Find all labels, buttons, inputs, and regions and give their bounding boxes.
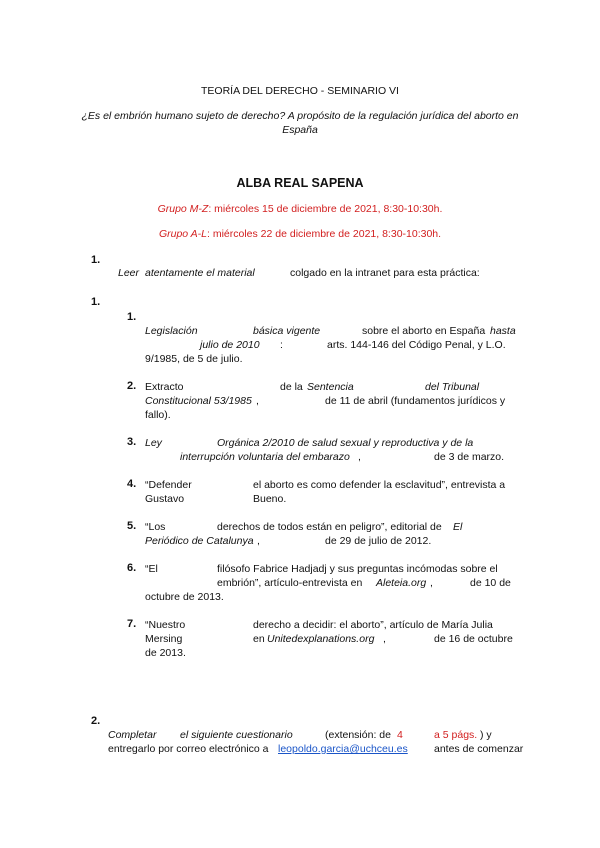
material-item-3-text: de 3 de marzo. xyxy=(434,451,505,463)
email-link[interactable]: leopoldo.garcia@uchceu.es xyxy=(278,743,408,755)
step-2-extension-min: 4 xyxy=(397,729,403,741)
material-item-6-text: embrión”, artículo-entrevista en xyxy=(217,577,363,589)
material-item-4-text: Bueno. xyxy=(253,493,287,505)
material-item-7-text: Mersing xyxy=(145,633,183,645)
document-subtitle-line-1: ¿Es el embrión humano sujeto de derecho? A propósito de la regulación jurídica del aborto en xyxy=(81,110,519,122)
step-1-atentamente: atentamente el material xyxy=(145,267,255,279)
material-item-2-text: del Tribunal xyxy=(425,381,480,393)
material-item-number: 6. xyxy=(127,562,137,574)
step-2-extension-close: ) y xyxy=(480,729,492,741)
step-1-number: 1. xyxy=(91,254,101,266)
step-1-rest: colgado en la intranet para esta práctica: xyxy=(290,267,480,279)
material-item-number: 3. xyxy=(127,436,137,448)
material-item-6-text: filósofo Fabrice Hadjadj y sus preguntas incómodas sobre el xyxy=(217,563,498,575)
material-item-2-text: Extracto xyxy=(145,381,184,393)
material-item-3-text: interrupción voluntaria del embarazo xyxy=(180,451,350,463)
group-schedule-al xyxy=(0,228,600,240)
author-name: ALBA REAL SAPENA xyxy=(236,176,364,190)
material-item-7-text: , xyxy=(383,633,386,645)
step-2-extension: (extensión: de xyxy=(325,729,391,741)
material-item-7-text: derecho a decidir: el aborto”, artículo de María Julia xyxy=(253,619,493,631)
group-label: Grupo M-Z xyxy=(157,203,209,215)
material-item-7-text: en xyxy=(253,633,265,645)
step-2-cuestionario: el siguiente cuestionario xyxy=(180,729,293,741)
material-item-5-text: “Los xyxy=(145,521,166,533)
material-item-7-text: “Nuestro xyxy=(145,619,186,631)
step-2-number: 2. xyxy=(91,715,101,727)
group-label: Grupo A-L xyxy=(158,228,207,240)
step-2-extension-max: a 5 págs. xyxy=(434,729,478,741)
step-1-leer: Leer xyxy=(118,267,140,279)
material-item-2-text: Constitucional 53/1985 xyxy=(145,395,252,407)
step-2-deliver-tail: antes de comenzar xyxy=(434,743,524,755)
material-item-6-text: octubre de 2013. xyxy=(145,591,224,603)
material-item-1-text: 9/1985, de 5 de julio. xyxy=(145,353,243,365)
material-item-3-text: Orgánica 2/2010 de salud sexual y reproductiva y de la xyxy=(217,437,474,449)
material-item-5-text: , xyxy=(257,535,260,547)
material-item-2-text: de 11 de abril (fundamentos jurídicos y xyxy=(325,395,506,407)
material-item-2-text: , xyxy=(256,395,259,407)
material-item-number: 2. xyxy=(127,380,137,392)
material-item-7-text: de 16 de octubre xyxy=(434,633,513,645)
material-item-1-text: Legislación xyxy=(145,325,198,337)
group-schedule-mz xyxy=(0,203,600,215)
material-item-1-text: arts. 144-146 del Código Penal, y L.O. xyxy=(327,339,506,351)
material-item-4-text: el aborto es como defender la esclavitud”, entrevista a xyxy=(253,479,506,491)
material-item-6-text: “El xyxy=(145,563,158,575)
material-item-1-text: básica vigente xyxy=(253,325,321,337)
material-item-number: 7. xyxy=(127,618,137,630)
step-2-completar: Completar xyxy=(108,729,157,741)
material-item-6-text: Aleteia.org xyxy=(376,577,427,589)
material-item-5-text: El xyxy=(453,521,463,533)
material-item-1-text: hasta xyxy=(490,325,516,337)
material-item-5-text: Periódico de Catalunya xyxy=(145,535,254,547)
material-item-1-text: sobre el aborto en España xyxy=(362,325,486,337)
material-item-1-text: : xyxy=(280,339,283,351)
material-item-6-text: de 10 de xyxy=(470,577,511,589)
list-outer-number: 1. xyxy=(91,296,101,308)
material-item-5-text: derechos de todos están en peligro”, editorial de xyxy=(217,521,442,533)
step-2-deliver-text: entregarlo por correo electrónico a xyxy=(108,743,269,755)
material-item-3-text: Ley xyxy=(145,437,162,449)
material-item-3-text: , xyxy=(358,451,361,463)
material-item-2-text: de la xyxy=(280,381,303,393)
material-item-7-text: de 2013. xyxy=(145,647,186,659)
material-item-number: 1. xyxy=(127,311,137,323)
material-item-number: 4. xyxy=(127,478,137,490)
material-item-2-text: Sentencia xyxy=(307,381,354,393)
document-subtitle-line-2: España xyxy=(282,124,318,136)
material-item-7-text: Unitedexplanations.org xyxy=(267,633,375,645)
document-title: TEORÍA DEL DERECHO - SEMINARIO VI xyxy=(201,85,399,97)
material-item-1-text: julio de 2010 xyxy=(200,339,260,351)
material-item-number: 5. xyxy=(127,520,137,532)
material-item-4-text: Gustavo xyxy=(145,493,185,505)
material-item-2-text: fallo). xyxy=(145,409,171,421)
material-item-5-text: de 29 de julio de 2012. xyxy=(325,535,432,547)
material-item-4-text: “Defender xyxy=(145,479,192,491)
material-item-6-text: , xyxy=(430,577,433,589)
group-date: : miércoles 15 de diciembre de 2021, 8:30-10:30h. xyxy=(208,203,443,215)
group-date: : miércoles 22 de diciembre de 2021, 8:30-10:30h. xyxy=(207,228,442,240)
